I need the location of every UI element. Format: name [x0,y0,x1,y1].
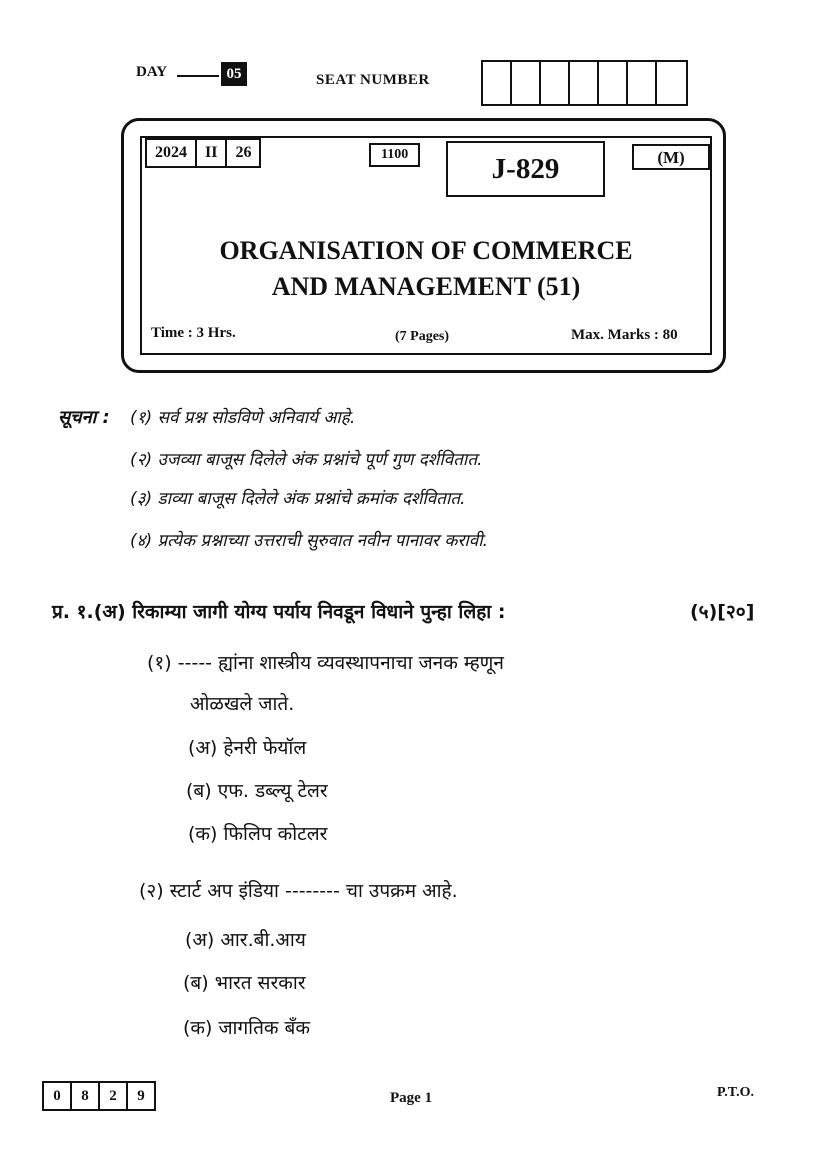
footer-code-digit: 8 [72,1083,100,1109]
day-value: 05 [221,62,247,86]
option-item: (क) फिलिप कोटलर [188,823,328,845]
seat-digit-box[interactable] [628,62,657,104]
exam-date: 26 [235,144,252,161]
exam-year: 2024 [147,140,197,166]
paper-title-line-2: AND MANAGEMENT (51) [271,272,581,301]
paper-code: J-829 [446,141,605,197]
page-count: (7 Pages) [395,329,450,344]
seat-digit-box[interactable] [570,62,599,104]
sub-question-stem: (१) ----- ह्यांना शास्त्रीय व्यवस्थापनाचा जनक म्हणून [147,652,504,674]
page-number: Page 1 [390,1090,433,1106]
exam-session: II [197,140,227,166]
instructions-label: सूचना : [58,407,110,428]
paper-title-line-1: ORGANISATION OF COMMERCE [219,236,633,265]
seat-digit-box[interactable] [483,62,512,104]
seat-digit-box[interactable] [512,62,541,104]
option-item: (ब) भारत सरकार [183,972,306,994]
sub-question-stem: (२) स्टार्ट अप इंडिया -------- चा उपक्रम आहे. [139,880,458,902]
max-marks: Max. Marks : 80 [571,327,678,343]
day-divider [177,75,219,77]
footer-code-digit: 2 [100,1083,128,1109]
option-item: (ब) एफ. डब्ल्यू टेलर [186,780,328,802]
option-item: (क) जागतिक बँक [183,1017,310,1039]
footer-code-digit: 0 [44,1083,72,1109]
medium-code: (M) [632,144,710,170]
option-item: (अ) आर.बी.आय [185,929,306,951]
instruction-item: (२) उजव्या बाजूस दिलेले अंक प्रश्नांचे पूर्ण गुण दर्शवितात. [130,450,483,470]
seat-digit-box[interactable] [541,62,570,104]
option-item: (अ) हेनरी फेयॉल [188,737,307,759]
footer-paper-code [42,1081,156,1111]
seat-digit-box[interactable] [657,62,686,104]
sub-question-stem-continued: ओळखले जाते. [190,693,295,715]
exam-code-box [145,138,261,168]
seat-number-boxes[interactable] [481,60,688,106]
instruction-item: (३) डाव्या बाजूस दिलेले अंक प्रश्नांचे क्रमांक दर्शवितात. [130,489,466,509]
seat-number-label: SEAT NUMBER [316,72,430,88]
exam-duration: Time : 3 Hrs. [151,325,236,341]
seat-digit-box[interactable] [599,62,628,104]
instruction-item: (४) प्रत्येक प्रश्नाच्या उत्तराची सुरुवात नवीन पानावर करावी. [130,531,489,551]
question-heading: प्र. १.(अ) रिकाम्या जागी योग्य पर्याय निवडून विधाने पुन्हा लिहा : [52,601,506,623]
instruction-item: (१) सर्व प्रश्न सोडविणे अनिवार्य आहे. [130,408,356,428]
please-turn-over: P.T.O. [717,1085,754,1100]
exam-time-code: 1100 [369,143,420,167]
day-label: DAY [136,64,168,80]
question-marks: (५)[२०] [690,601,755,623]
footer-code-digit: 9 [137,1088,145,1104]
